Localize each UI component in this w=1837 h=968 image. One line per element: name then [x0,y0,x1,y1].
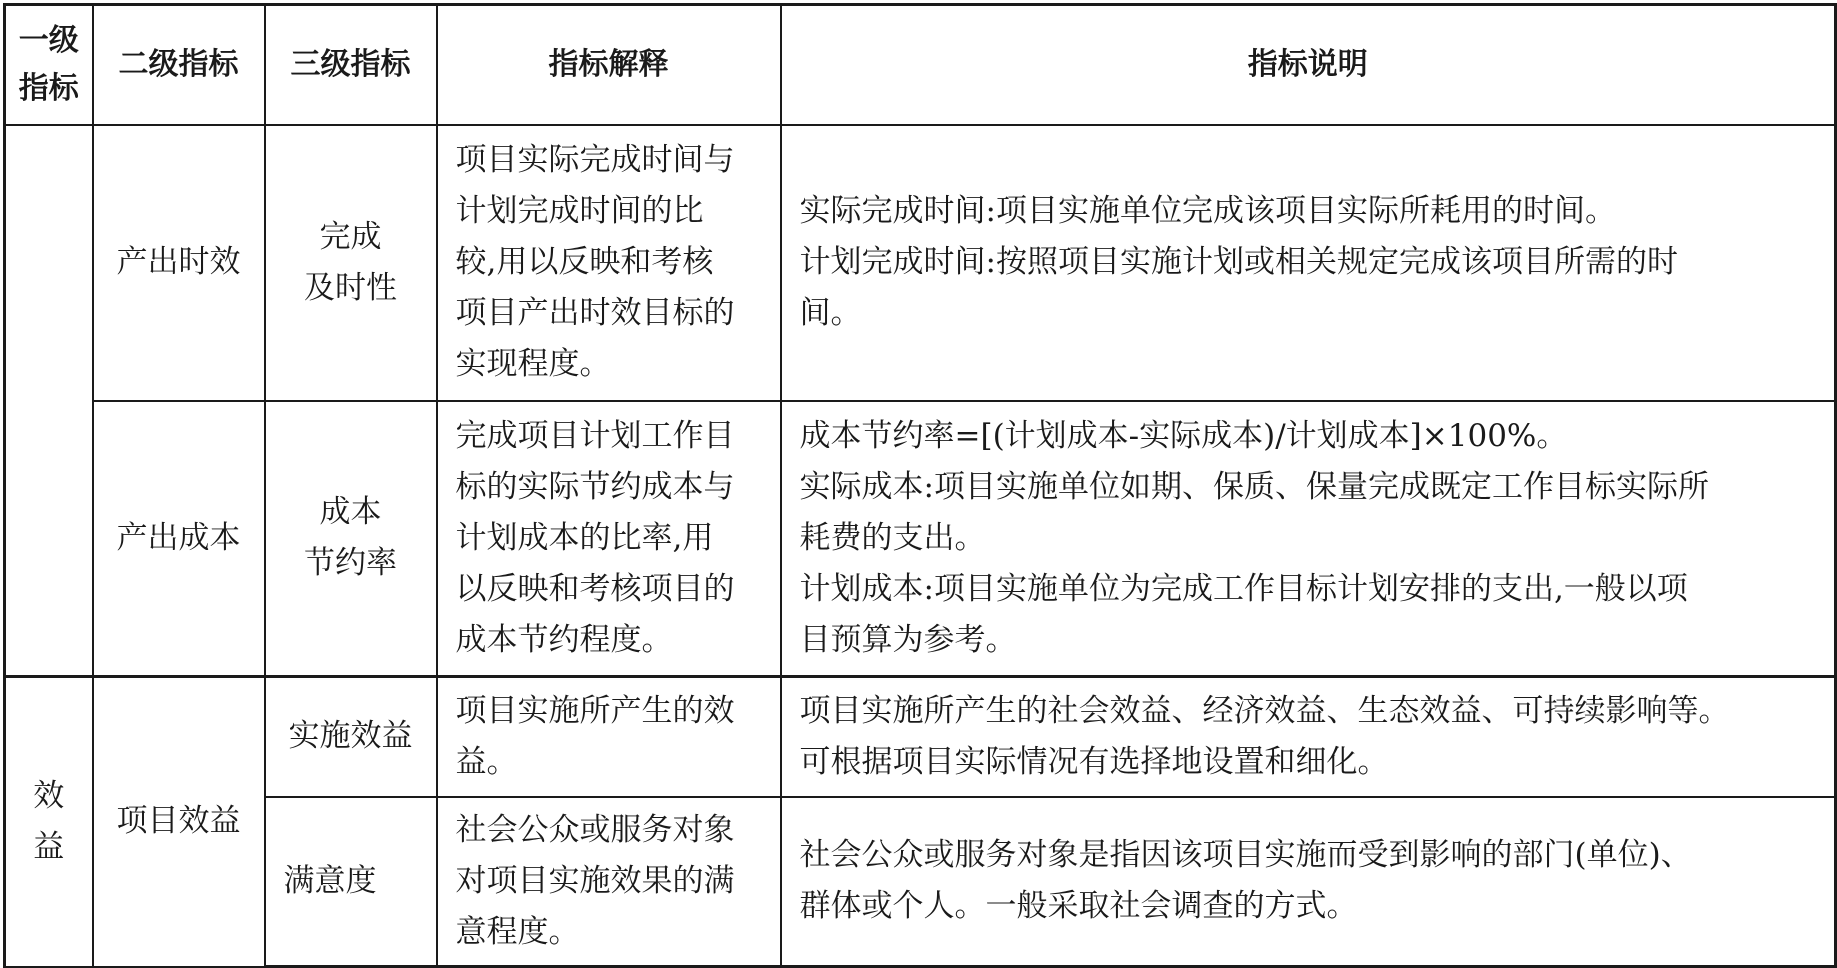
header-level1 [5,5,93,125]
explain-cell [437,797,781,967]
desc-line: 社会公众或服务对象是指因该项目实施而受到影响的部门(单位)、 [799,837,1692,874]
explain-line: 社会公众或服务对象 [455,811,735,848]
explain-line: 完成项目计划工作目 [455,417,735,454]
desc-line: 可根据项目实际情况有选择地设置和细化。 [799,743,1389,780]
indicator-table [3,3,1837,968]
table-row [5,677,1836,797]
header-level1-line: 指标 [18,70,79,106]
explain-line: 益。 [455,743,518,780]
desc-line: 间。 [799,295,862,331]
explain-line: 对项目实施效果的满 [455,862,735,899]
explain-line: 标的实际节约成本与 [455,468,735,505]
explain-cell [437,677,781,797]
explain-line: 以反映和考核项目的 [455,570,735,607]
table-row [5,401,1836,677]
desc-line: 计划完成时间:按照项目实施计划或相关规定完成该项目所需的时 [799,244,1678,280]
desc-line: 目预算为参考。 [799,621,1017,658]
level3-cell [265,401,437,677]
desc-line: 实际完成时间:项目实施单位完成该项目实际所耗用的时间。 [799,193,1616,229]
header-level2: 二级指标 [93,5,265,125]
level3-line: 节约率 [304,545,397,582]
level2-cell: 产出成本 [93,401,265,677]
explain-cell [437,125,781,401]
level3-cell [265,797,437,967]
level2-cell: 项目效益 [93,677,265,967]
explain-line: 项目实施所产生的效 [455,692,735,729]
header-row [5,5,1836,125]
desc-line: 实际成本:项目实施单位如期、保质、保量完成既定工作目标实际所 [799,468,1709,505]
level3-line: 实施效益 [288,718,413,755]
header-explain: 指标解释 [437,5,781,125]
explain-line: 项目实际完成时间与 [455,142,735,178]
explain-line: 较,用以反映和考核 [455,244,714,280]
explain-line: 计划完成时间的比 [455,193,704,229]
explain-line: 成本节约程度。 [455,621,673,658]
level1-cell [5,125,93,677]
level3-line: 完成 [319,218,382,255]
desc-line: 群体或个人。一般采取社会调查的方式。 [799,888,1358,925]
level3-cell [265,677,437,797]
level3-line: 成本 [319,494,382,531]
table-row [5,797,1836,967]
desc-line: 计划成本:项目实施单位为完成工作目标计划安排的支出,一般以项 [799,570,1688,607]
level3-line: 及时性 [304,269,397,306]
desc-line: 成本节约率=[(计划成本-实际成本)/计划成本]×100%。 [799,417,1568,454]
desc-cell [781,677,1836,797]
level3-cell [265,125,437,401]
level3-line: 满意度 [283,862,377,899]
desc-cell [781,797,1836,967]
header-level3: 三级指标 [265,5,437,125]
level2-cell: 产出时效 [93,125,265,401]
desc-cell [781,401,1836,677]
explain-line: 计划成本的比率,用 [455,519,714,556]
explain-line: 意程度。 [455,913,580,950]
desc-line: 耗费的支出。 [799,519,986,556]
explain-cell [437,401,781,677]
header-desc: 指标说明 [781,5,1836,125]
explain-line: 实现程度。 [455,346,611,382]
desc-line: 项目实施所产生的社会效益、经济效益、生态效益、可持续影响等。 [799,692,1730,729]
table-row [5,125,1836,401]
header-level1-line: 一级 [18,22,79,58]
desc-cell [781,125,1836,401]
level1-cell: 效益 [5,677,93,967]
explain-line: 项目产出时效目标的 [455,295,735,331]
